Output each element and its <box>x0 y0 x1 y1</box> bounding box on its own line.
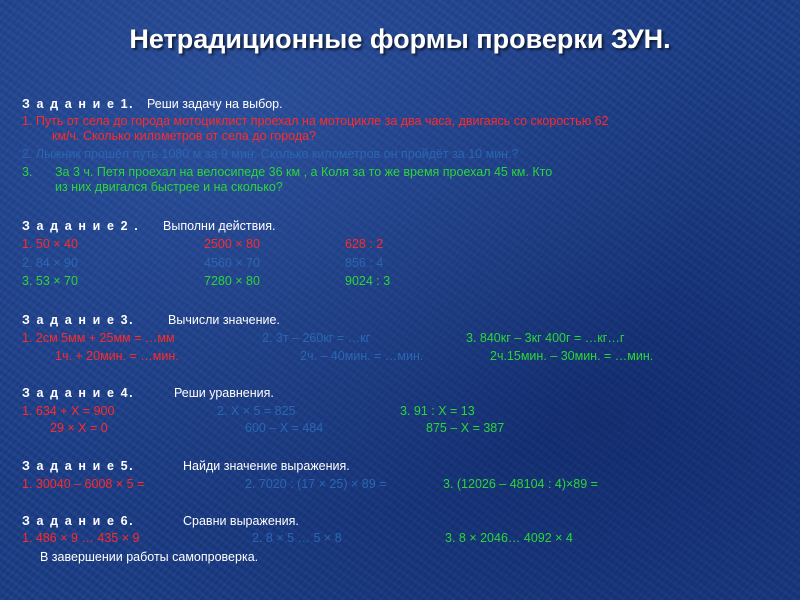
task5-heading: З а д а н и е 5. <box>22 459 135 473</box>
task2-r3-a: 3. 53 × 70 <box>22 274 78 288</box>
task4-r1-a: 1. 634 + Х = 900 <box>22 404 115 418</box>
task1-heading: З а д а н и е 1. <box>22 97 135 111</box>
task1-item1-line2: км/ч. Сколько километров от села до города? <box>52 129 317 143</box>
task3-r1-c: 3. 840кг – 3кг 400г = …кг…г <box>466 331 625 345</box>
task5-r1-a: 1. 30040 – 6008 × 5 = <box>22 477 145 491</box>
task1-item3-line1: За 3 ч. Петя проехал на велосипеде 36 км , а Коля за то же время проехал 45 км. Кто <box>55 165 553 179</box>
task4-r1-b: 2. Х × 5 = 825 <box>217 404 296 418</box>
task2-instruction: Выполни действия. <box>163 219 276 233</box>
task2-r2-b: 4560 × 70 <box>204 256 260 270</box>
task3-r2-a: 1ч. + 20мин. = …мин. <box>55 349 179 363</box>
task1-item3-line2: из них двигался быстрее и на сколько? <box>55 180 283 194</box>
task3-heading: З а д а н и е 3. <box>22 313 135 327</box>
task5-r1-c: 3. (12026 – 48104 : 4)×89 = <box>443 477 598 491</box>
task2-r2-a: 2. 84 × 90 <box>22 256 78 270</box>
slide-title: Нетрадиционные формы проверки ЗУН. <box>129 24 671 54</box>
task3-r2-b: 2ч. – 40мин. = …мин. <box>300 349 424 363</box>
self-check-note: В завершении работы самопроверка. <box>40 550 259 564</box>
task3-r1-b: 2. 3т – 260кг = …кг <box>262 331 371 345</box>
task5-r1-b: 2. 7020 : (17 × 25) × 89 = <box>245 477 387 491</box>
task1-item1-line1: 1. Путь от села до города мотоциклист проехал на мотоцикле за два часа, двигаясь со скоростью 62 <box>22 114 609 128</box>
task5-instruction: Найди значение выражения. <box>183 459 350 473</box>
task4-r2-c: 875 – Х = 387 <box>426 421 505 435</box>
task3-r2-c: 2ч.15мин. – 30мин. = …мин. <box>490 349 654 363</box>
task2-r3-c: 9024 : 3 <box>345 274 391 288</box>
task3-instruction: Вычисли значение. <box>168 313 280 327</box>
task2-r1-c: 628 : 2 <box>345 237 384 251</box>
task2-r1-b: 2500 × 80 <box>204 237 260 251</box>
task1-item2: 2. Лыжник прошёл путь 1080 м за 9 мин. Сколько километров он пройдёт за 10 мин.? <box>22 147 519 161</box>
task2-r1-a: 1. 50 × 40 <box>22 237 78 251</box>
task6-r1-c: 3. 8 × 2046… 4092 × 4 <box>445 531 573 545</box>
task6-r1-b: 2. 8 × 5 … 5 × 8 <box>252 531 342 545</box>
task6-instruction: Сравни выражения. <box>183 514 299 528</box>
task4-instruction: Реши уравнения. <box>174 386 274 400</box>
task2-r2-c: 856 : 4 <box>345 256 384 270</box>
task2-r3-b: 7280 × 80 <box>204 274 260 288</box>
task4-heading: З а д а н и е 4. <box>22 386 135 400</box>
task6-heading: З а д а н и е 6. <box>22 514 135 528</box>
task3-r1-a: 1. 2см 5мм + 25мм = …мм <box>22 331 175 345</box>
task1-instruction: Реши задачу на выбор. <box>147 97 283 111</box>
task4-r1-c: 3. 91 : Х = 13 <box>400 404 475 418</box>
task1-item3-number: 3. <box>22 165 33 179</box>
task4-r2-a: 29 × Х = 0 <box>50 421 108 435</box>
task6-r1-a: 1. 486 × 9 … 435 × 9 <box>22 531 140 545</box>
task2-heading: З а д а н и е 2 . <box>22 219 140 233</box>
task4-r2-b: 600 – Х = 484 <box>245 421 324 435</box>
